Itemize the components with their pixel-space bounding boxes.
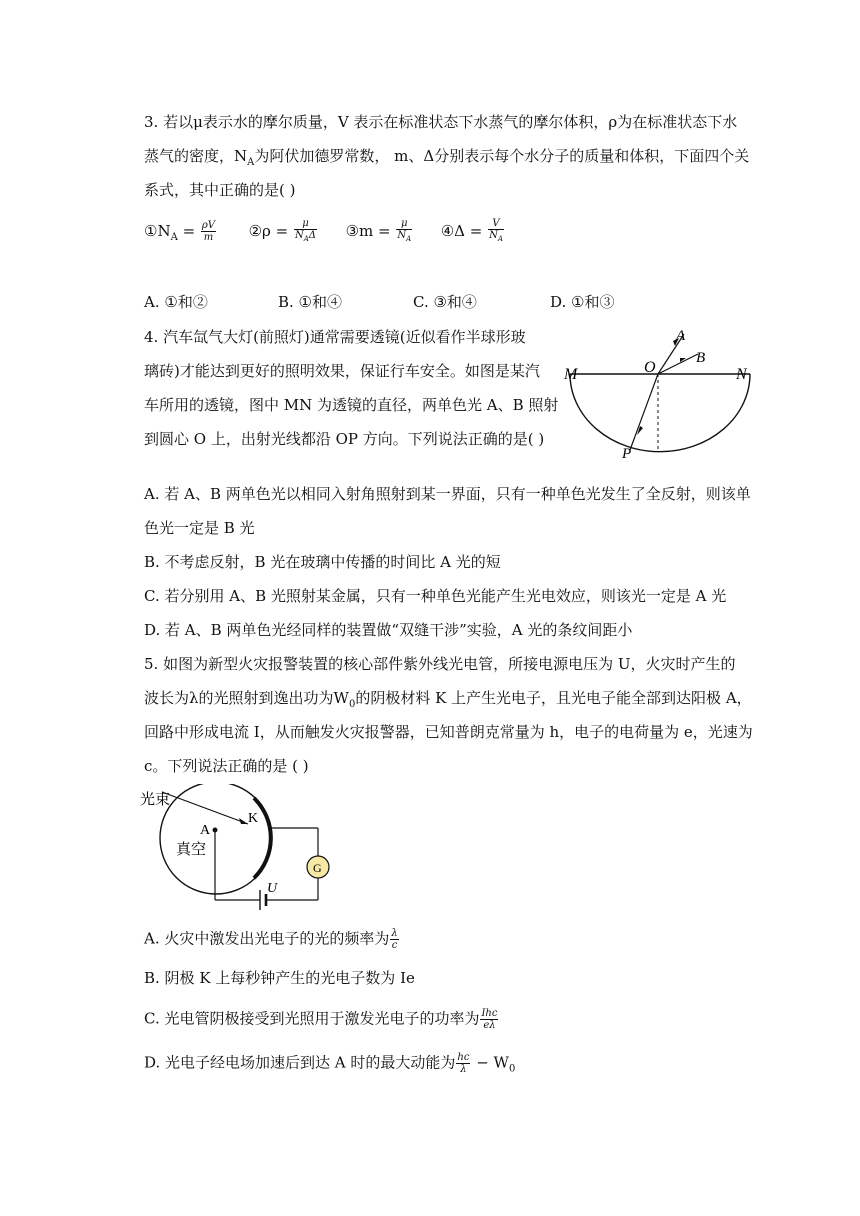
q4-option-a-line2: 色光一定是 B 光 <box>144 519 255 537</box>
q3-option-a[interactable]: A. ①和② <box>144 293 208 311</box>
q3-stem-line2: 蒸气的密度，$N_A$为阿伏加德罗常数， m、Δ分别表示每个水分子的质量和体积，下面四个关 <box>144 147 750 168</box>
q5-stem-line3: 回路中形成电流 I，从而触发火灾报警器，已知普朗克常量为 h，电子的电荷量为 e，光速为 <box>144 723 753 741</box>
galvanometer-icon: G <box>313 861 322 875</box>
q5-option-a[interactable]: A. 火灾中激发出光电子的光的频率为 $\frac{\lambda}{c}$ <box>144 928 398 951</box>
label-voltage-u: U <box>267 881 278 896</box>
label-o: O <box>644 359 656 376</box>
label-cathode-k: K <box>248 811 259 826</box>
label-n: N <box>736 366 747 383</box>
q3-formula-1: $①N_A$ = $\frac{\rho V}{m}$ <box>144 220 216 243</box>
label-beam: 光束 <box>140 792 171 808</box>
q5-option-b[interactable]: B. 阴极 K 上每秒钟产生的光电子数为 Ie <box>144 969 415 987</box>
q4-option-a-line1[interactable]: A. 若 A、B 两单色光以相同入射角照射到某一界面，只有一种单色光发生了全反射，则该单 <box>144 485 751 503</box>
lens-diagram <box>560 322 760 464</box>
q5-option-c[interactable]: C. 光电管阴极接受到光照用于激发光电子的功率为 $\frac{\text{Ihc}}{e\lambda}$ <box>144 1008 498 1031</box>
q4-stem-line1: 4. 汽车氙气大灯(前照灯)通常需要透镜(近似看作半球形玻 <box>144 328 526 346</box>
label-vacuum: 真空 <box>176 842 207 858</box>
q3-option-d[interactable]: D. ①和③ <box>550 293 615 311</box>
q5-stem-line2: 波长为λ的光照射到逸出功为$W_0$的阴极材料 K 上产生光电子，且光电子能全部到达阳极 A， <box>144 689 752 710</box>
q3-formula-4: ④Δ = $\frac{V}{N_A}$ <box>440 218 503 243</box>
label-a: A <box>676 328 686 344</box>
q4-stem-line4: 到圆心 O 上，出射光线都沿 OP 方向。下列说法正确的是( ) <box>144 430 545 448</box>
phototube-diagram <box>140 784 340 912</box>
label-b: B <box>696 350 706 366</box>
q4-stem-line2: 璃砖)才能达到更好的照明效果，保证行车安全。如图是某汽 <box>144 362 540 380</box>
q3-option-c[interactable]: C. ③和④ <box>413 293 477 311</box>
q5-option-d[interactable]: D. 光电子经电场加速后到达 A 时的最大动能为 $\frac{hc}{\lambda}$ − $W_0$ <box>144 1052 516 1075</box>
q4-option-d[interactable]: D. 若 A、B 两单色光经同样的装置做“双缝干涉”实验，A 光的条纹间距小 <box>144 621 633 639</box>
q3-formulas <box>144 218 505 248</box>
label-m: M <box>564 366 578 383</box>
q4-option-c[interactable]: C. 若分别用 A、B 光照射某金属，只有一种单色光能产生光电效应，则该光一定是 A 光 <box>144 587 727 605</box>
label-anode-a: A <box>200 823 211 838</box>
q4-stem-line3: 车所用的透镜，图中 MN 为透镜的直径，两单色光 A、B 照射 <box>144 396 559 414</box>
q3-formula-3: ③m = $\frac{\mu}{N_A}$ <box>345 218 412 243</box>
q4-option-b[interactable]: B. 不考虑反射，B 光在玻璃中传播的时间比 A 光的短 <box>144 553 501 571</box>
q5-stem-line1: 5. 如图为新型火灾报警装置的核心部件紫外线光电管，所接电源电压为 U，火灾时产生的 <box>144 655 736 673</box>
q3-formula-2: ②ρ = $\frac{\mu}{N_A\Delta}$ <box>248 218 317 243</box>
q3-stem-line1: 3. 若以μ表示水的摩尔质量，V 表示在标准状态下水蒸气的摩尔体积，ρ为在标准状态下水 <box>144 113 738 131</box>
q5-stem-line4: c。下列说法正确的是 ( ) <box>144 757 309 775</box>
label-p: P <box>622 446 632 462</box>
q3-option-b[interactable]: B. ①和④ <box>278 293 343 311</box>
q3-stem-line3: 系式，其中正确的是( ) <box>144 181 296 199</box>
